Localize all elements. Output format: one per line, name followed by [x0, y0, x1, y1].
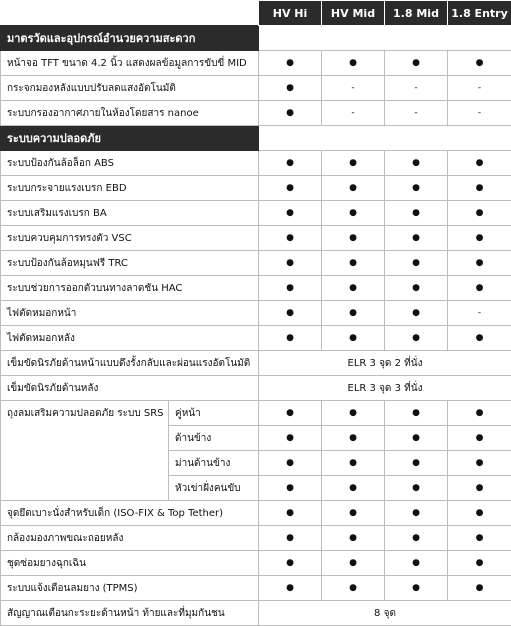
row-label: ระบบแจ้งเตือนลมยาง (TPMS) [1, 576, 259, 601]
cell-value: ● [259, 151, 322, 176]
cell-value: ● [259, 301, 322, 326]
cell-value: ● [322, 476, 385, 501]
col-header-hv-hi: HV Hi [259, 1, 322, 26]
cell-value: ● [448, 501, 511, 526]
cell-value: ● [322, 51, 385, 76]
cell-value: ● [322, 451, 385, 476]
row-label: กล้องมองภาพขณะถอยหลัง [1, 526, 259, 551]
cell-value: ● [448, 151, 511, 176]
cell-value: ● [259, 526, 322, 551]
cell-value: - [448, 101, 511, 126]
col-header-18-mid: 1.8 Mid [385, 1, 448, 26]
col-header-18-entry: 1.8 Entry [448, 1, 511, 26]
cell-value: 8 จุด [259, 601, 511, 626]
cell-value: - [322, 76, 385, 101]
row-label: ระบบป้องกันล้อล็อก ABS [1, 151, 259, 176]
row-label: ไฟตัดหมอกหน้า [1, 301, 259, 326]
cell-value: ● [322, 501, 385, 526]
cell-value: ● [448, 576, 511, 601]
cell-value: ● [322, 551, 385, 576]
cell-value: ● [385, 451, 448, 476]
cell-value: ● [259, 251, 322, 276]
table-row [1, 176, 511, 201]
sub-label: คู่หน้า [169, 401, 259, 426]
cell-value: ● [322, 176, 385, 201]
cell-value: - [385, 76, 448, 101]
cell-value: ● [385, 501, 448, 526]
cell-value: ● [259, 501, 322, 526]
cell-value: ● [448, 226, 511, 251]
cell-value: ● [385, 51, 448, 76]
cell-value: ● [259, 401, 322, 426]
table-row [1, 551, 511, 576]
row-label: ระบบกรองอากาศภายในห้องโดยสาร nanoe [1, 101, 259, 126]
sub-label: ม่านด้านข้าง [169, 451, 259, 476]
cell-value: ● [385, 476, 448, 501]
table-row [1, 526, 511, 551]
table-row [1, 576, 511, 601]
cell-value: ● [448, 276, 511, 301]
row-label: ระบบเสริมแรงเบรก BA [1, 201, 259, 226]
cell-value: ● [385, 401, 448, 426]
row-label: กระจกมองหลังแบบปรับลดแสงอัตโนมัติ [1, 76, 259, 101]
row-label: ระบบช่วยการออกตัวบนทางลาดชัน HAC [1, 276, 259, 301]
row-label: จุดยึดเบาะนั่งสำหรับเด็ก (ISO-FIX & Top Tether) [1, 501, 259, 526]
cell-value: ● [385, 426, 448, 451]
cell-value: ● [322, 301, 385, 326]
table-row [1, 151, 511, 176]
table-row [1, 276, 511, 301]
table-row [1, 601, 511, 626]
cell-value: ● [259, 576, 322, 601]
row-label: หน้าจอ TFT ขนาด 4.2 นิ้ว แสดงผลข้อมูลการขับขี่ MID [1, 51, 259, 76]
cell-value: ● [322, 276, 385, 301]
cell-value: ● [448, 51, 511, 76]
cell-value: ● [385, 176, 448, 201]
cell-value: ● [385, 251, 448, 276]
table-row [1, 201, 511, 226]
cell-value: ● [448, 326, 511, 351]
section-header [1, 26, 511, 51]
sub-label: หัวเข่าฝั่งคนขับ [169, 476, 259, 501]
cell-value: ● [259, 226, 322, 251]
cell-value: ● [448, 451, 511, 476]
row-label: เข็มขัดนิรภัยด้านหลัง [1, 376, 259, 401]
col-header-hv-mid: HV Mid [322, 1, 385, 26]
table-row [1, 351, 511, 376]
cell-value: ● [385, 526, 448, 551]
cell-value: ● [322, 426, 385, 451]
cell-value: ● [259, 176, 322, 201]
cell-value: ● [322, 226, 385, 251]
row-label: สัญญาณเตือนกะระยะด้านหน้า ท้ายและที่มุมกันชน [1, 601, 259, 626]
table-row [1, 76, 511, 101]
cell-value: ● [385, 576, 448, 601]
cell-value: - [385, 101, 448, 126]
section-title: มาตรวัดและอุปกรณ์อำนวยความสะดวก [1, 26, 259, 51]
section-title: ระบบความปลอดภัย [1, 126, 259, 151]
cell-value: ● [448, 476, 511, 501]
sub-label: ด้านข้าง [169, 426, 259, 451]
table-row [1, 376, 511, 401]
cell-value: ● [448, 551, 511, 576]
cell-value: ● [322, 576, 385, 601]
cell-value: ● [259, 101, 322, 126]
cell-value: ● [322, 326, 385, 351]
table-row [1, 101, 511, 126]
cell-value: ● [259, 551, 322, 576]
cell-value: ● [322, 151, 385, 176]
table-row [1, 401, 511, 426]
table-row [1, 326, 511, 351]
cell-value: ● [448, 526, 511, 551]
section-header [1, 126, 511, 151]
cell-value: ● [259, 326, 322, 351]
cell-value: ● [448, 251, 511, 276]
cell-value: ● [385, 301, 448, 326]
cell-value: ELR 3 จุด 2 ที่นั่ง [259, 351, 511, 376]
table-row [1, 501, 511, 526]
cell-value: ● [322, 251, 385, 276]
row-label: ระบบกระจายแรงเบรก EBD [1, 176, 259, 201]
cell-value: ● [448, 201, 511, 226]
cell-value: ● [385, 551, 448, 576]
cell-value: ● [322, 201, 385, 226]
row-label: ระบบป้องกันล้อหมุนฟรี TRC [1, 251, 259, 276]
cell-value: ● [385, 276, 448, 301]
cell-value: ● [385, 151, 448, 176]
cell-value: ● [448, 401, 511, 426]
row-label: ชุดซ่อมยางฉุกเฉิน [1, 551, 259, 576]
cell-value: ● [385, 326, 448, 351]
cell-value: ● [259, 426, 322, 451]
cell-value: ● [259, 51, 322, 76]
table-row [1, 301, 511, 326]
cell-value: ELR 3 จุด 3 ที่นั่ง [259, 376, 511, 401]
cell-value: ● [385, 226, 448, 251]
cell-value: ● [259, 201, 322, 226]
row-label: ระบบควบคุมการทรงตัว VSC [1, 226, 259, 251]
cell-value: ● [448, 176, 511, 201]
cell-value: - [448, 301, 511, 326]
cell-value: - [448, 76, 511, 101]
cell-value: ● [448, 426, 511, 451]
cell-value: ● [322, 401, 385, 426]
table-row [1, 251, 511, 276]
cell-value: ● [259, 276, 322, 301]
row-label: ถุงลมเสริมความปลอดภัย ระบบ SRS [1, 401, 169, 501]
row-label: เข็มขัดนิรภัยด้านหน้าแบบดึงรั้งกลับและผ่อนแรงอัตโนมัติ [1, 351, 259, 376]
cell-value: ● [322, 526, 385, 551]
row-label: ไฟตัดหมอกหลัง [1, 326, 259, 351]
cell-value: ● [385, 201, 448, 226]
cell-value: ● [259, 76, 322, 101]
table-row [1, 226, 511, 251]
cell-value: ● [259, 451, 322, 476]
header-row [1, 1, 511, 26]
table-row [1, 51, 511, 76]
cell-value: - [322, 101, 385, 126]
cell-value: ● [259, 476, 322, 501]
header-blank [1, 1, 259, 26]
